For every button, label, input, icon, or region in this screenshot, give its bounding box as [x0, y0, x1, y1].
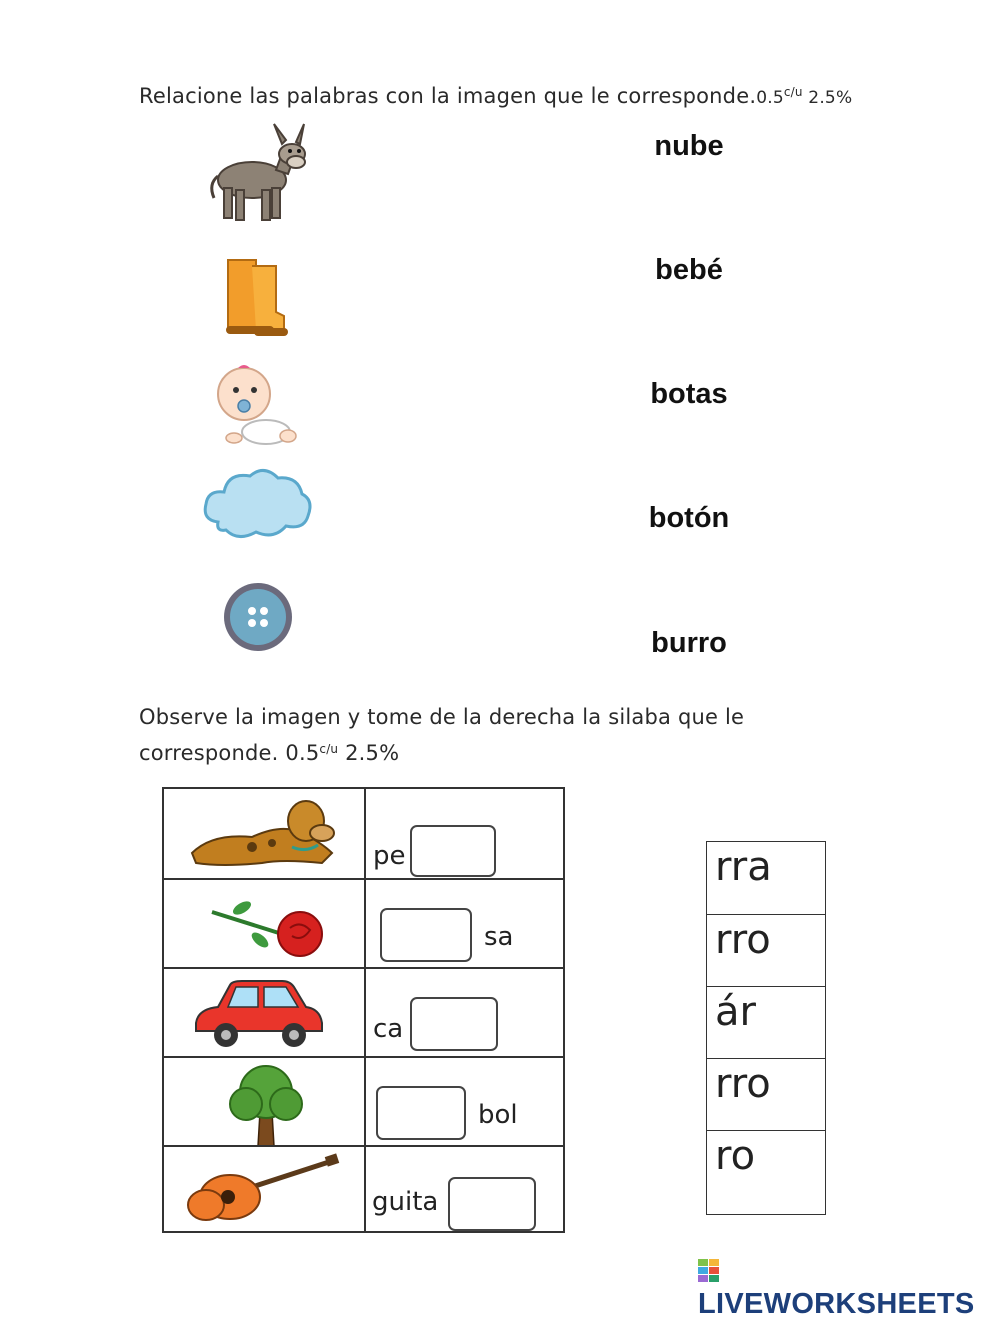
rose-icon — [172, 884, 357, 964]
word-boton[interactable]: botón — [648, 502, 730, 534]
syllable-options — [706, 841, 826, 1215]
option-rra[interactable]: rra — [715, 844, 772, 890]
table-row — [164, 789, 563, 878]
donkey-icon — [200, 118, 320, 228]
syllable-table — [162, 787, 565, 1233]
answer-box-5[interactable] — [448, 1177, 536, 1231]
word-bebe[interactable]: bebé — [655, 254, 723, 286]
car-icon — [172, 973, 357, 1053]
instruction-1: Relacione las palabras con la imagen que le $corresponde.0.5^{c/u}$ 2.5% — [139, 84, 853, 108]
tree-icon — [172, 1062, 357, 1142]
syllable-text-guita: guita — [372, 1187, 439, 1217]
button-icon — [218, 580, 338, 690]
logo-blocks-icon — [698, 1258, 720, 1282]
table-row — [164, 1145, 563, 1235]
answer-box-3[interactable] — [410, 997, 498, 1051]
table-row — [164, 878, 563, 967]
liveworksheets-logo: LIVEWORKSHEETS — [698, 1255, 1000, 1321]
word-nube[interactable]: nube — [654, 130, 724, 162]
word-burro[interactable]: burro — [651, 627, 727, 659]
syllable-text-bol: bol — [478, 1100, 518, 1130]
baby-icon — [200, 360, 320, 470]
option-ar[interactable]: ár — [707, 986, 825, 1058]
word-botas[interactable]: botas — [650, 378, 728, 410]
answer-box-1[interactable] — [410, 825, 496, 877]
dog-icon — [172, 793, 357, 873]
option-rro-1[interactable]: rro — [707, 914, 825, 986]
option-ro[interactable]: ro — [707, 1130, 825, 1214]
option-rro-2[interactable]: rro — [707, 1058, 825, 1130]
syllable-text-sa: sa — [484, 922, 514, 952]
syllable-text-pe: pe — [373, 841, 406, 871]
guitar-icon — [172, 1151, 357, 1231]
syllable-text-ca: ca — [373, 1014, 404, 1044]
table-row — [164, 967, 563, 1056]
cloud-icon — [198, 460, 318, 570]
answer-box-2[interactable] — [380, 908, 472, 962]
boots-icon — [200, 250, 320, 360]
table-row — [164, 1056, 563, 1145]
answer-box-4[interactable] — [376, 1086, 466, 1140]
instruction-2: Observe la imagen y tome de la derecha la silaba que le corresponde. $0.5^{c/u}$ 2.5% — [139, 705, 745, 765]
